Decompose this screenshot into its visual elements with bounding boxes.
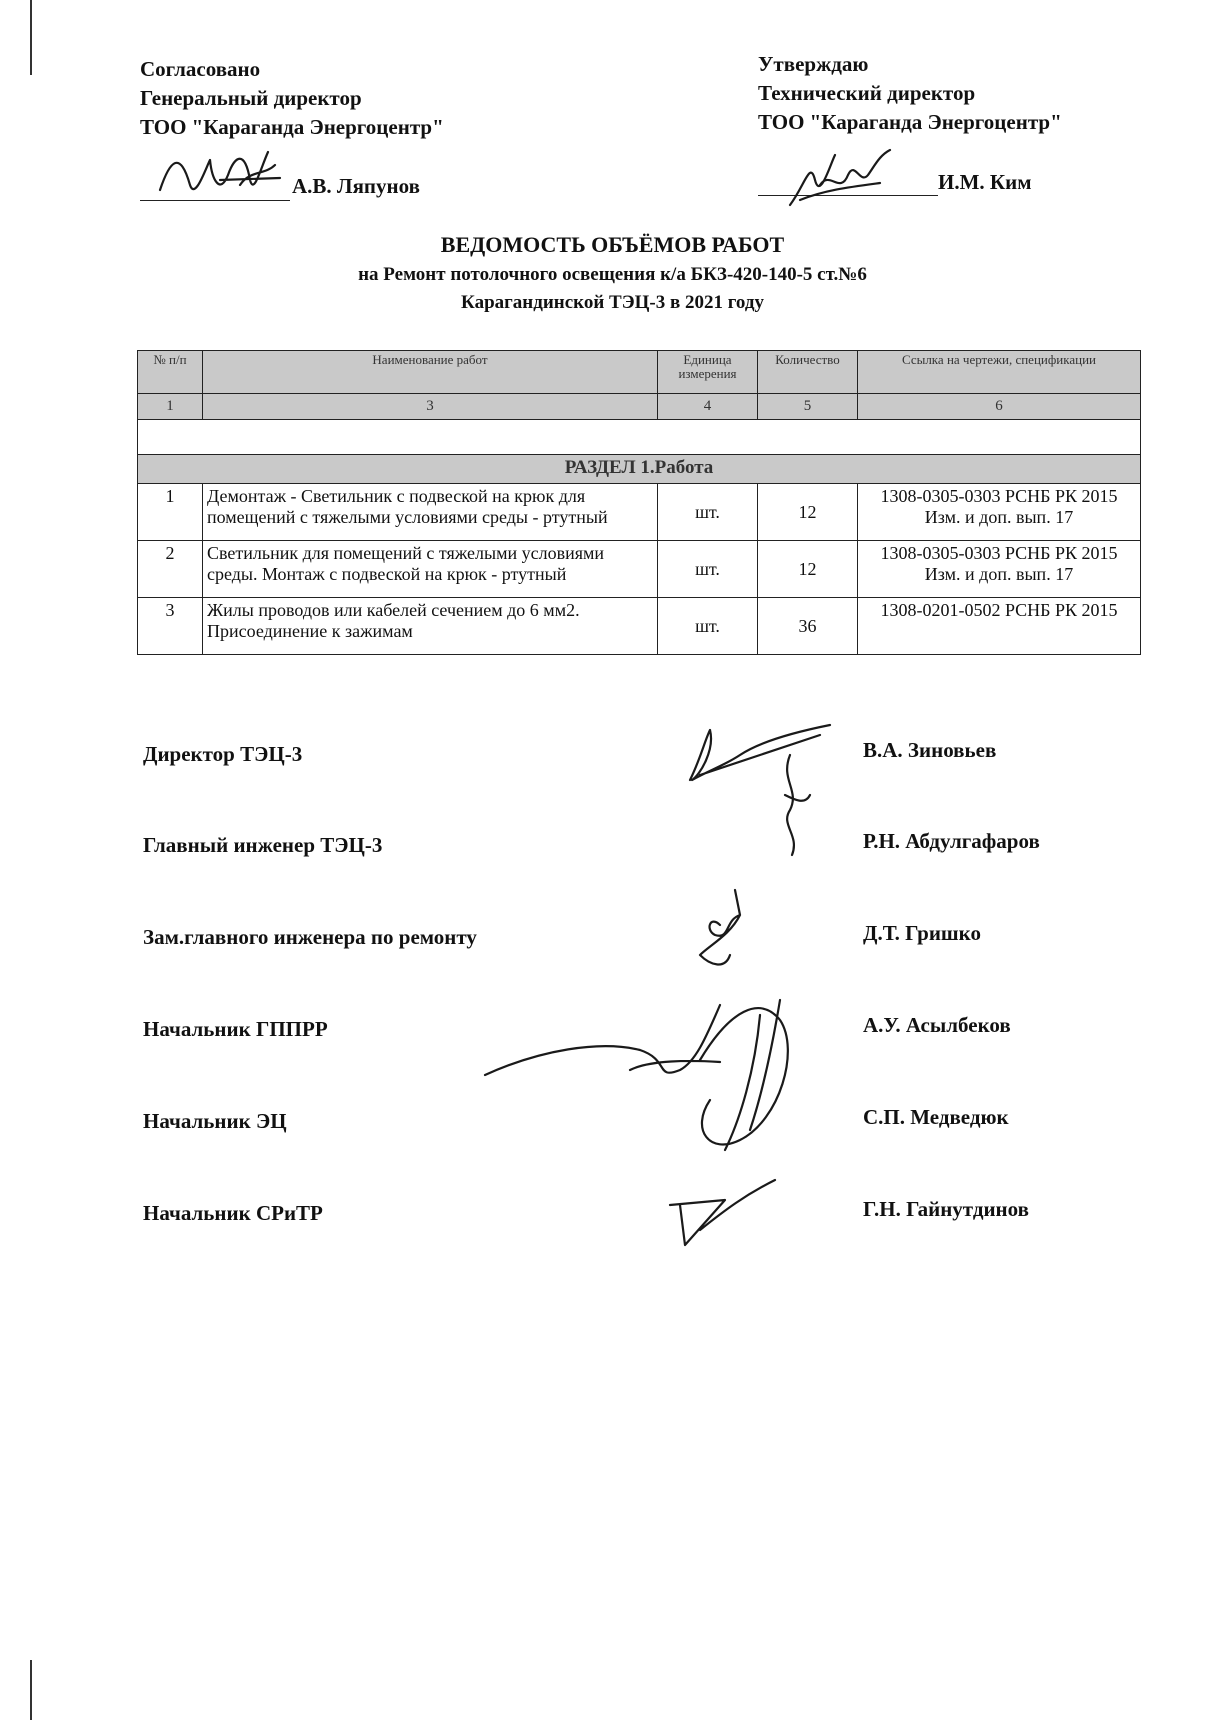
document-subtitle-2: Карагандинской ТЭЦ-3 в 2021 году xyxy=(461,292,764,313)
signatory-name: А.У. Асылбеков xyxy=(863,1013,1011,1037)
approval-block-left xyxy=(140,55,444,142)
row-number: 1 xyxy=(138,484,203,541)
table-header-row xyxy=(138,351,1141,394)
approval-company: ТОО "Караганда Энергоцентр" xyxy=(758,110,1062,134)
row-reference: 1308-0305-0303 РСНБ РК 2015 Изм. и доп. вып. 17 xyxy=(858,484,1141,541)
scan-edge-line xyxy=(30,0,32,75)
row-quantity: 12 xyxy=(758,541,858,598)
signatory-title: Директор ТЭЦ-3 xyxy=(143,742,303,766)
row-work-name: Светильник для помещений с тяжелыми условиями среды. Монтаж с подвеской на крюк - ртутный xyxy=(203,541,658,598)
approval-label: Согласовано xyxy=(140,57,261,81)
row-reference: 1308-0305-0303 РСНБ РК 2015 Изм. и доп. вып. 17 xyxy=(858,541,1141,598)
signature-gpprr xyxy=(480,990,820,1160)
signature-left xyxy=(150,140,300,210)
signatory-name: Д.Т. Гришко xyxy=(863,921,981,945)
column-header: Ссылка на чертежи, спецификации xyxy=(858,351,1141,394)
row-work-name: Демонтаж - Светильник с подвеской на крюк для помещений с тяжелыми условиями среды - ртутный xyxy=(203,484,658,541)
signatory-title: Начальник ГППРР xyxy=(143,1017,328,1041)
approval-block-right xyxy=(758,50,1062,137)
column-number: 5 xyxy=(758,394,858,420)
column-header: Наименование работ xyxy=(203,351,658,394)
row-reference: 1308-0201-0502 РСНБ РК 2015 xyxy=(858,598,1141,655)
scan-edge-line xyxy=(30,1660,32,1720)
document-title: ВЕДОМОСТЬ ОБЪЁМОВ РАБОТ xyxy=(440,232,785,257)
approval-name-left: А.В. Ляпунов xyxy=(292,174,420,198)
row-unit: шт. xyxy=(658,598,758,655)
table-row xyxy=(138,484,1141,541)
signatory-title: Главный инженер ТЭЦ-3 xyxy=(143,833,383,857)
document-subtitle: на Ремонт потолочного освещения к/а БКЗ-420-140-5 ст.№6 xyxy=(358,264,867,285)
signatory-name: Р.Н. Абдулгафаров xyxy=(863,829,1040,853)
blank-row xyxy=(138,420,1141,455)
column-number: 1 xyxy=(138,394,203,420)
section-title: РАЗДЕЛ 1.Работа xyxy=(138,455,1141,484)
approval-position: Технический директор xyxy=(758,81,976,105)
approval-name-right: И.М. Ким xyxy=(938,170,1032,194)
column-number: 4 xyxy=(658,394,758,420)
row-number: 2 xyxy=(138,541,203,598)
signature-srtr xyxy=(665,1175,785,1255)
signature-deputy-engineer xyxy=(680,885,760,975)
works-table xyxy=(137,350,1141,655)
signatory-name: С.П. Медведюк xyxy=(863,1105,1009,1129)
row-work-name: Жилы проводов или кабелей сечением до 6 мм2. Присоединение к зажимам xyxy=(203,598,658,655)
column-header: Количество xyxy=(758,351,858,394)
column-header: № п/п xyxy=(138,351,203,394)
table-row xyxy=(138,541,1141,598)
signatory-title: Зам.главного инженера по ремонту xyxy=(143,925,477,949)
column-number-row xyxy=(138,394,1141,420)
column-number: 6 xyxy=(858,394,1141,420)
signature-chief-engineer xyxy=(760,750,820,860)
column-number: 3 xyxy=(203,394,658,420)
row-unit: шт. xyxy=(658,541,758,598)
signatory-title: Начальник СРиТР xyxy=(143,1201,323,1225)
approval-position: Генеральный директор xyxy=(140,86,362,110)
signature-right xyxy=(780,145,910,220)
signatory-name: Г.Н. Гайнутдинов xyxy=(863,1197,1029,1221)
table-row xyxy=(138,598,1141,655)
signatory-title: Начальник ЭЦ xyxy=(143,1109,287,1133)
section-row xyxy=(138,455,1141,484)
row-quantity: 12 xyxy=(758,484,858,541)
approval-company: ТОО "Караганда Энергоцентр" xyxy=(140,115,444,139)
approval-label: Утверждаю xyxy=(758,52,869,76)
row-number: 3 xyxy=(138,598,203,655)
row-unit: шт. xyxy=(658,484,758,541)
row-quantity: 36 xyxy=(758,598,858,655)
column-header: Единица измерения xyxy=(658,351,758,394)
signatory-name: В.А. Зиновьев xyxy=(863,738,997,762)
